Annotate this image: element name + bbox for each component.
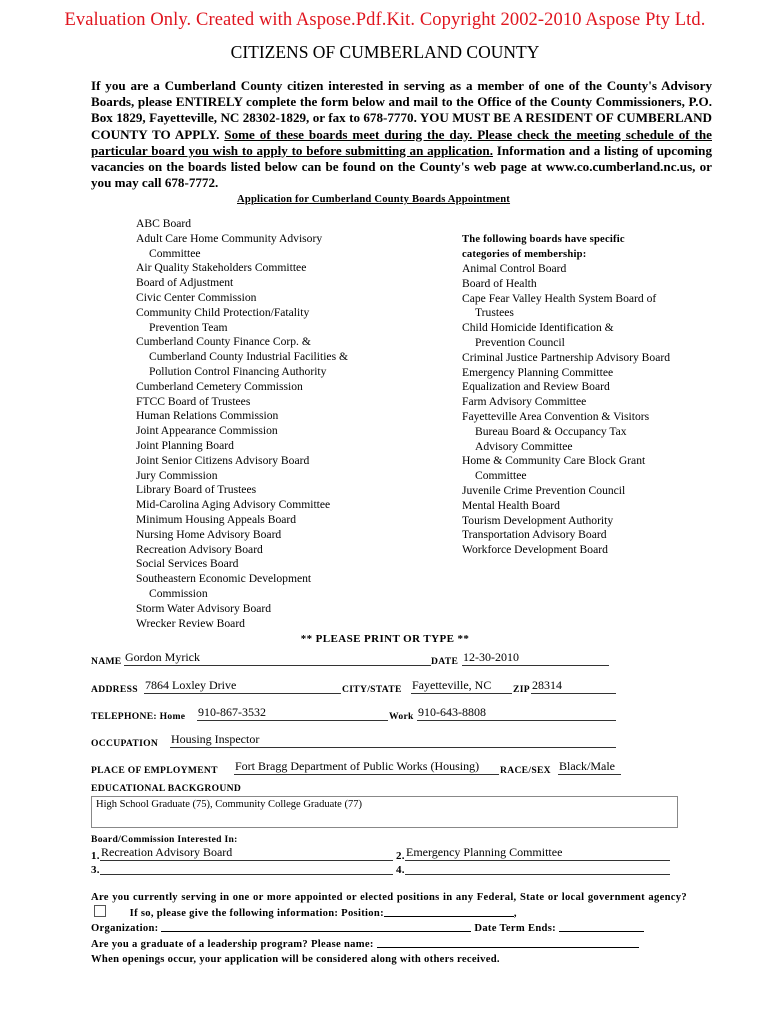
board-list-general-item: Joint Planning Board: [136, 438, 234, 452]
leadership-program-field[interactable]: [377, 937, 639, 948]
application-subtitle: Application for Cumberland County Boards Appointment: [237, 194, 511, 205]
board-interest-label: Board/Commission Interested In:: [91, 834, 238, 845]
leadership-program-label: Are you a graduate of a leadership program? Please name:: [91, 938, 374, 950]
board-list-special-item: Workforce Development Board: [462, 543, 608, 557]
board-list-general-item: Minimum Housing Appeals Board: [136, 512, 297, 526]
page-title: CITIZENS OF CUMBERLAND COUNTY: [230, 42, 540, 62]
board-list-general: [136, 217, 348, 631]
education-field[interactable]: High School Graduate (75), Community College Graduate (77): [91, 796, 678, 828]
board-list-general-item: Cumberland County Finance Corp. &: [136, 335, 311, 349]
board-list-general-item: FTCC Board of Trustees: [136, 394, 251, 408]
telephone-home-label: TELEPHONE: Home: [91, 711, 186, 722]
board-list-special-item: Farm Advisory Committee: [462, 395, 587, 409]
board-list-special-item: Advisory Committee: [475, 439, 573, 453]
board-list-general-item: Air Quality Stakeholders Committee: [136, 261, 307, 275]
telephone-work-field[interactable]: 910-643-8808: [417, 705, 616, 721]
special-heading-line-1: The following boards have specific: [462, 234, 625, 245]
board-list-general-item: Joint Appearance Commission: [136, 424, 278, 438]
board-list-general-item: Cumberland County Industrial Facilities &: [149, 350, 349, 364]
occupation-label: OCCUPATION: [91, 738, 159, 749]
special-heading-line-2: categories of membership:: [462, 249, 587, 260]
board-list-special-item: Criminal Justice Partnership Advisory Board: [462, 350, 671, 364]
employment-label: PLACE OF EMPLOYMENT: [91, 765, 218, 776]
telephone-work-label: Work: [389, 711, 414, 722]
race-sex-label: RACE/SEX: [500, 765, 551, 776]
board-list-special-item: Child Homicide Identification &: [462, 321, 614, 335]
board-list-general-item: Library Board of Trustees: [136, 483, 257, 497]
board-list-special-item: Fayetteville Area Convention & Visitors: [462, 409, 650, 423]
government-agency-checkbox[interactable]: [94, 905, 106, 917]
occupation-field[interactable]: Housing Inspector: [170, 732, 616, 748]
interest-3-number: 3.: [91, 864, 100, 876]
board-list-general-item: Cumberland Cemetery Commission: [136, 379, 303, 393]
date-term-ends-field[interactable]: [559, 921, 644, 932]
board-list-general-item: Recreation Advisory Board: [136, 542, 263, 556]
board-list-special-item: Emergency Planning Committee: [462, 365, 614, 379]
date-label: DATE: [431, 656, 459, 667]
board-list-special-item: Cape Fear Valley Health System Board of: [462, 291, 657, 305]
interest-2-number: 2.: [396, 850, 405, 862]
footer-questions: Are you currently serving in one or more appointed or elected positions in any Federal, State or local government agency? If so, please give the following information: Position: , Organization: Date Term Ends: Are you a graduate of a leadership program? Please name: When openings occur, your application will be considered along with others received.: [91, 890, 687, 967]
board-list-special-item: Transportation Advisory Board: [462, 528, 607, 542]
board-list-special-item: Equalization and Review Board: [462, 380, 610, 394]
telephone-home-field[interactable]: 910-867-3532: [197, 705, 388, 721]
date-field[interactable]: 12-30-2010: [462, 650, 609, 666]
board-list-general-item: Joint Senior Citizens Advisory Board: [136, 453, 310, 467]
board-list-general-item: Mid-Carolina Aging Advisory Committee: [136, 498, 331, 512]
interest-2-field[interactable]: Emergency Planning Committee: [405, 845, 670, 861]
employment-field[interactable]: Fort Bragg Department of Public Works (Housing): [234, 759, 499, 775]
board-list-special-item: Committee: [475, 469, 527, 483]
interest-1-number: 1.: [91, 850, 100, 862]
address-field[interactable]: 7864 Loxley Drive: [144, 678, 341, 694]
board-list-general-item: Board of Adjustment: [136, 276, 234, 290]
board-list-general-item: Commission: [149, 586, 208, 600]
print-notice: ** PLEASE PRINT OR TYPE **: [300, 633, 470, 645]
board-list-special-item: Trustees: [475, 306, 514, 320]
government-question: Are you currently serving in one or more appointed or elected positions in any Federal, State or local government agency?: [91, 892, 687, 903]
board-list-special-item: Home & Community Care Block Grant: [462, 454, 646, 468]
interest-4-field[interactable]: [405, 859, 670, 875]
board-list-special-item: Tourism Development Authority: [462, 513, 614, 527]
position-field[interactable]: [384, 906, 514, 917]
name-field[interactable]: Gordon Myrick: [124, 650, 431, 666]
board-list-general-item: Community Child Protection/Fatality: [136, 305, 310, 319]
board-list-general-item: ABC Board: [136, 217, 192, 230]
watermark: Evaluation Only. Created with Aspose.Pdf.Kit. Copyright 2002-2010 Aspose Pty Ltd.: [64, 10, 706, 30]
city-state-label: CITY/STATE: [342, 684, 402, 695]
interest-4-number: 4.: [396, 864, 405, 876]
position-label: If so, please give the following information: Position:: [129, 908, 384, 920]
board-list-general-item: Nursing Home Advisory Board: [136, 527, 282, 541]
board-list-general-item: Wrecker Review Board: [136, 616, 245, 630]
board-list-general-item: Prevention Team: [149, 320, 228, 334]
interest-1-field[interactable]: Recreation Advisory Board: [100, 845, 393, 861]
board-list-general-item: Committee: [149, 246, 201, 260]
board-list-special: [462, 262, 670, 558]
intro-paragraph: [91, 78, 712, 191]
intro-text-underlined: Some of these boards meet during the day. Please check the meeting schedule of the particular board you wish to apply to before submitting an application.: [91, 126, 712, 158]
board-list-general-item: Human Relations Commission: [136, 409, 279, 423]
address-label: ADDRESS: [91, 684, 138, 695]
board-list-special-item: Mental Health Board: [462, 498, 560, 512]
interest-3-field[interactable]: [100, 859, 393, 875]
board-list-general-item: Social Services Board: [136, 557, 239, 571]
name-label: NAME: [91, 656, 122, 667]
board-list-special-item: Juvenile Crime Prevention Council: [462, 483, 626, 497]
board-list-general-item: Storm Water Advisory Board: [136, 601, 272, 615]
special-boards-heading: [462, 232, 625, 262]
board-list-special-item: Animal Control Board: [462, 262, 567, 275]
board-list-general-item: Pollution Control Financing Authority: [149, 364, 327, 378]
city-state-field[interactable]: Fayetteville, NC: [411, 678, 512, 694]
zip-label: ZIP: [513, 684, 530, 695]
date-term-ends-label: Date Term Ends:: [474, 923, 556, 935]
board-list-general-item: Civic Center Commission: [136, 290, 257, 304]
board-list-general-item: Southeastern Economic Development: [136, 572, 312, 586]
board-list-special-item: Prevention Council: [475, 335, 565, 349]
board-list-special-item: Bureau Board & Occupancy Tax: [475, 424, 627, 438]
zip-field[interactable]: 28314: [531, 678, 616, 694]
board-list-general-item: Adult Care Home Community Advisory: [136, 231, 323, 245]
closing-note: When openings occur, your application will be considered along with others received.: [91, 953, 500, 965]
intro-text-1: If you are a Cumberland County citizen interested in serving as a member of one of the County's Advisory Boards, please ENTIRELY complete the form below and mail to the Office of the County Commissioners, P.O. Box 1829, Fayetteville, NC 28302-1829, or fax to 678-7770. YOU MUST BE A RESIDENT OF CUMBERLAND COUNTY TO APPLY.: [91, 78, 712, 142]
race-sex-field[interactable]: Black/Male: [558, 759, 621, 775]
organization-label: Organization:: [91, 923, 159, 935]
organization-field[interactable]: [161, 921, 471, 932]
education-label: EDUCATIONAL BACKGROUND: [91, 783, 242, 794]
board-list-special-item: Board of Health: [462, 276, 537, 290]
intro-text-3: Information and a listing of upcoming vacancies on the boards listed below can be found on the County's web page at www.co.cumberland.nc.us, or you may call 678-7772.: [91, 142, 712, 191]
board-list-general-item: Jury Commission: [136, 468, 218, 482]
